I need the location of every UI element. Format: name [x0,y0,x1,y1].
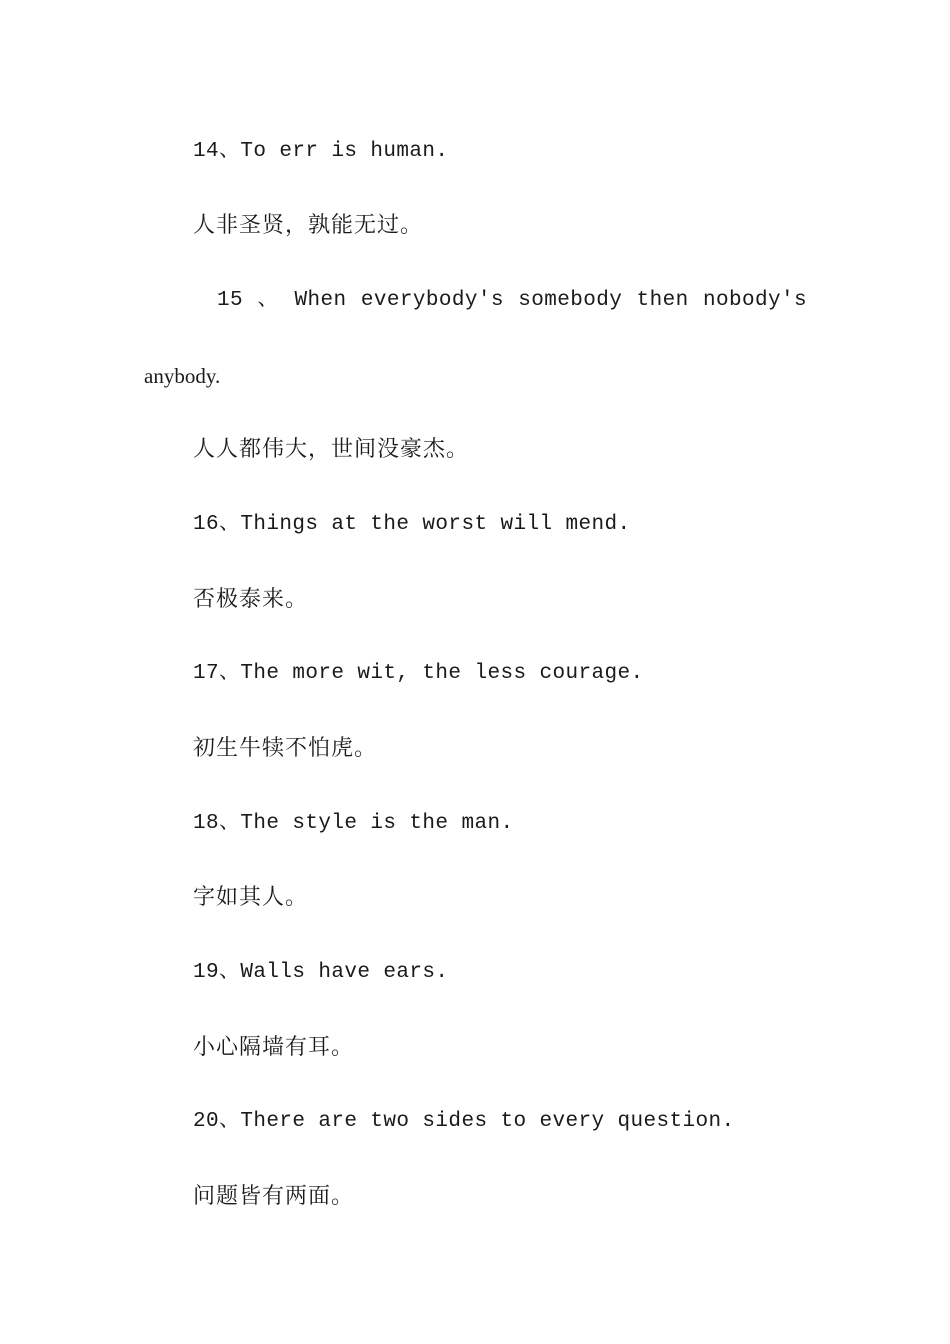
proverb-14-english: 14、To err is human. [193,140,449,163]
proverb-17-english: 17、The more wit, the less courage. [193,662,644,685]
proverb-17-chinese: 初生牛犊不怕虎。 [193,736,378,761]
proverb-20-english: 20、There are two sides to every question. [193,1110,735,1133]
proverb-15-english-continued: anybody. [144,364,221,388]
proverb-20-chinese: 问题皆有两面。 [193,1184,355,1209]
proverb-19-chinese: 小心隔墙有耳。 [193,1035,355,1060]
proverb-16-chinese: 否极泰来。 [193,587,309,612]
proverb-14-chinese: 人非圣贤，孰能无过。 [193,213,424,238]
proverb-18-english: 18、The style is the man. [193,812,514,835]
proverb-15-chinese: 人人都伟大，世间没豪杰。 [193,437,470,462]
proverb-18-chinese: 字如其人。 [193,885,309,910]
proverb-19-english: 19、Walls have ears. [193,961,449,984]
proverb-16-english: 16、Things at the worst will mend. [193,513,631,536]
proverb-15-english: 15 、 When everybody's somebody then nobody's [217,289,807,312]
